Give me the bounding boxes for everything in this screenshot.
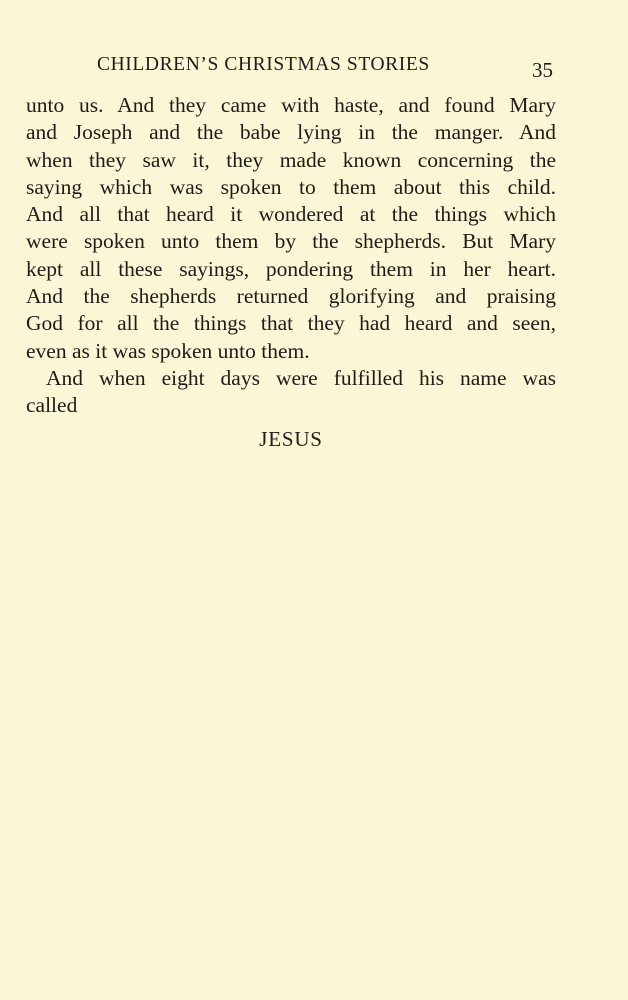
- text-line: And all that heard it wondered at the things which: [26, 202, 556, 227]
- text-line: And when eight days were fulfilled his name was: [46, 365, 556, 390]
- text-line: called: [26, 393, 78, 418]
- paragraph-2: [26, 365, 556, 420]
- page-number: 35: [532, 58, 553, 82]
- text-line: kept all these sayings, pondering them in her heart.: [26, 256, 556, 281]
- paragraph-1: [26, 92, 556, 365]
- text-line: And the shepherds returned glorifying and praising: [26, 284, 556, 309]
- text-line: unto us. And they came with haste, and found Mary: [26, 93, 556, 117]
- body-text: [26, 92, 556, 420]
- closing-heading: JESUS: [259, 427, 323, 451]
- text-line: even as it was spoken unto them.: [26, 338, 310, 363]
- text-line: saying which was spoken to them about this child.: [26, 174, 556, 199]
- running-head-title: CHILDREN’S CHRISTMAS STORIES: [97, 54, 430, 75]
- text-line: when they saw it, they made known concerning the: [26, 147, 556, 172]
- text-line: and Joseph and the babe lying in the manger. And: [26, 120, 556, 145]
- text-line: God for all the things that they had heard and seen,: [26, 311, 556, 336]
- text-line: were spoken unto them by the shepherds. But Mary: [26, 229, 556, 254]
